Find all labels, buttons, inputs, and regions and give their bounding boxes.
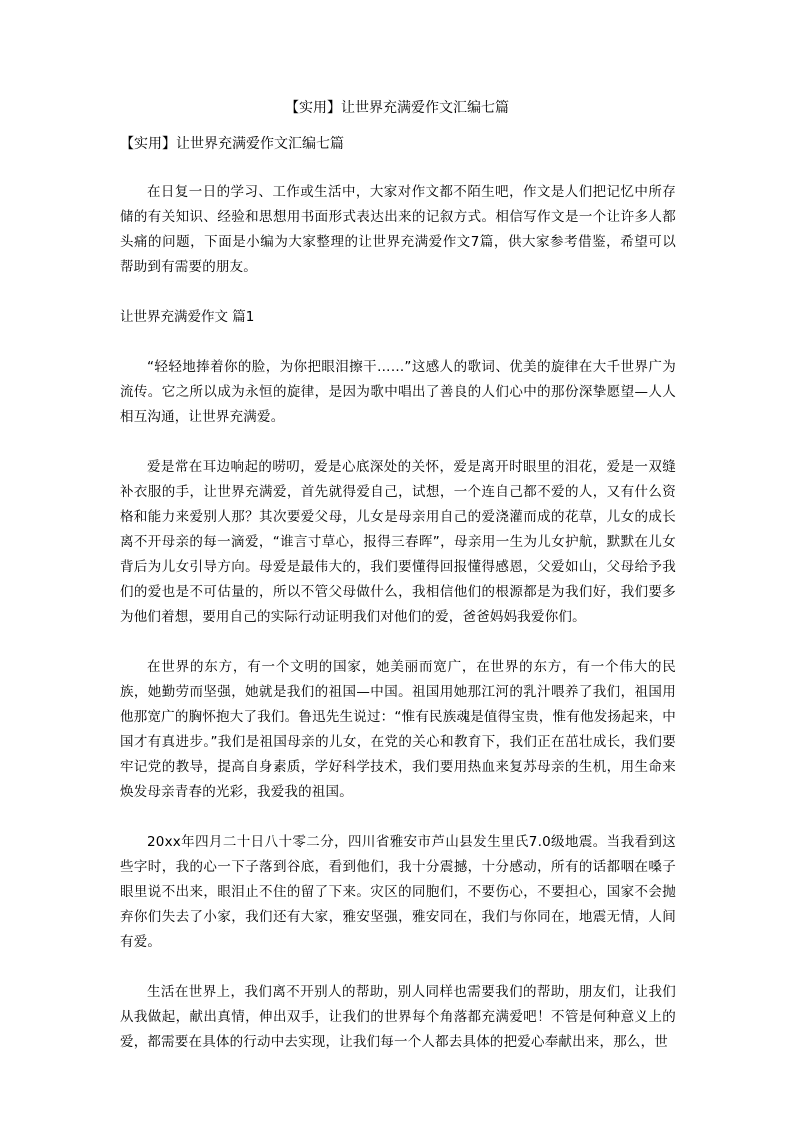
document-subtitle: 【实用】让世界充满爱作文汇编七篇: [120, 136, 344, 152]
body-paragraph: 20xx年四月二十日八十零二分，四川省雅安市芦山县发生里氏7.0级地震。当我看到这些字时，我的心一下子落到谷底，看到他们，我十分震撼，十分感动，所有的话都咽在嗓子眼里说不出来，眼泪止不住的留了下来。灾区的同胞们，不要伤心，不要担心，国家不会抛弃你们失去了小家，我们还有大家，雅安坚强，雅安同在，我们与你同在，地震无情，人间有爱。: [120, 834, 676, 950]
body-paragraph: 在世界的东方，有一个文明的国家，她美丽而宽广，在世界的东方，有一个伟大的民族，她勤劳而坚强，她就是我们的祖国—中国。祖国用她那江河的乳汁喂养了我们，祖国用他那宽广的胸怀抱大了我们。鲁迅先生说过：“惟有民族魂是值得宝贵，惟有他发扬起来，中国才有真进步。”我们是祖国母亲的儿女，在党的关心和教育下，我们正在茁壮成长，我们要牢记党的教导，提高自身素质，学好科学技术，我们要用热血来复苏母亲的生机，用生命来焕发母亲青春的光彩，我爱我的祖国。: [120, 659, 676, 800]
document-body: [120, 180, 676, 1080]
body-paragraph: 生活在世界上，我们离不开别人的帮助，别人同样也需要我们的帮助，朋友们，让我们从我做起，献出真情，伸出双手，让我们的世界每个角落都充满爱吧！不管是何种意义上的爱，都需要在具体的行动中去实现，让我们每一个人都去具体的把爱心奉献出来，那么，世: [120, 984, 676, 1050]
intro-paragraph: 在日复一日的学习、工作或生活中，大家对作文都不陌生吧，作文是人们把记忆中所存储的有关知识、经验和思想用书面形式表达出来的记叙方式。相信写作文是一个让许多人都头痛的问题，下面是小编为大家整理的让世界充满爱作文7篇，供大家参考借鉴，希望可以帮助到有需要的朋友。: [120, 184, 676, 275]
body-paragraph: 爱是常在耳边响起的唠叨，爱是心底深处的关怀，爱是离开时眼里的泪花，爱是一双缝补衣服的手，让世界充满爱，首先就得爱自己，试想，一个连自己都不爱的人，又有什么资格和能力来爱别人那？其次要爱父母，儿女是母亲用自己的爱浇灌而成的花草，儿女的成长离不开母亲的每一滴爱，“谁言寸草心，报得三春晖”，母亲用一生为儿女护航，默默在儿女背后为儿女引导方向。母爱是最伟大的，我们要懂得回报懂得感恩，父爱如山，父母给予我们的爱也是不可估量的，所以不管父母做什么，我相信他们的根源都是为我们好，我们要多为他们着想，要用自己的实际行动证明我们对他们的爱，爸爸妈妈我爱你们。: [120, 459, 676, 625]
section-heading: 让世界充满爱作文 篇1: [120, 309, 255, 325]
body-paragraph: “轻轻地捧着你的脸，为你把眼泪擦干……”这感人的歌词、优美的旋律在大千世界广为流传。它之所以成为永恒的旋律，是因为歌中唱出了善良的人们心中的那份深挚愿望—人人相互沟通，让世界充满爱。: [120, 359, 676, 425]
document-title: 【实用】让世界充满爱作文汇编七篇: [285, 100, 509, 116]
